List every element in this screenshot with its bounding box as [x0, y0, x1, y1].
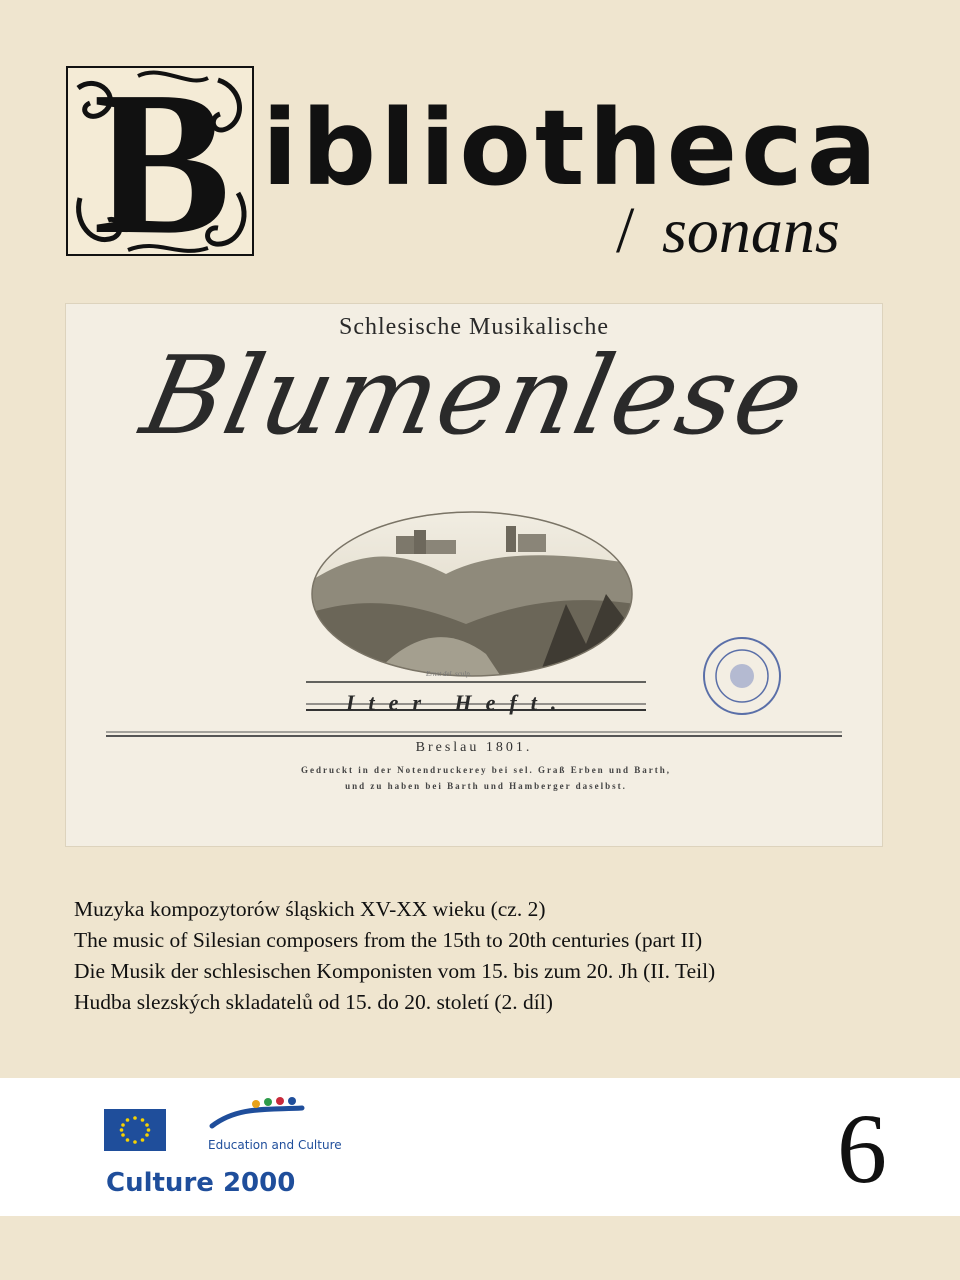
plate-artist-signature: Ernst del. sculp. — [426, 670, 472, 678]
description-czech: Hudba slezských skladatelů od 15. do 20. století (2. díl) — [74, 990, 553, 1014]
plate-printer — [206, 762, 766, 794]
description-block — [74, 894, 904, 1018]
plate-script-title: Blumenlese — [132, 334, 816, 459]
masthead-slash: / — [616, 194, 635, 267]
description-english: The music of Silesian composers from the 15th to 20th centuries (part II) — [74, 928, 703, 952]
description-german: Die Musik der schlesischen Komponisten vom 15. bis zum 20. Jh (II. Teil) — [74, 959, 716, 983]
plate-imprint: Breslau 1801. — [415, 740, 533, 755]
education-culture-logo-icon — [208, 1096, 308, 1136]
eu-flag-icon — [104, 1109, 166, 1151]
plate-printer-line: Gedruckt in der Notendruckerey bei sel. Graß Erben und Barth, — [301, 765, 671, 775]
footer — [0, 1078, 960, 1216]
education-culture-label: Education and Culture — [208, 1138, 342, 1152]
masthead-title: ibliotheca — [262, 87, 881, 209]
initial-letter: B — [93, 66, 231, 256]
plate-part: Iter Heft. — [346, 690, 571, 715]
culture-2000-label: Culture 2000 — [106, 1168, 296, 1198]
plate-headline: Schlesische Musikalische — [339, 314, 609, 340]
cover-illustration — [66, 304, 882, 846]
masthead-subtitle: sonans — [662, 195, 840, 266]
masthead — [0, 0, 960, 280]
volume-number: 6 — [837, 1093, 887, 1204]
plate-printer-line: und zu haben bei Barth und Hamberger daselbst. — [345, 781, 627, 791]
library-stamp-icon — [704, 638, 780, 714]
description-polish: Muzyka kompozytorów śląskich XV-XX wieku (cz. 2) — [74, 897, 546, 921]
ornamental-initial-frame — [66, 66, 254, 256]
